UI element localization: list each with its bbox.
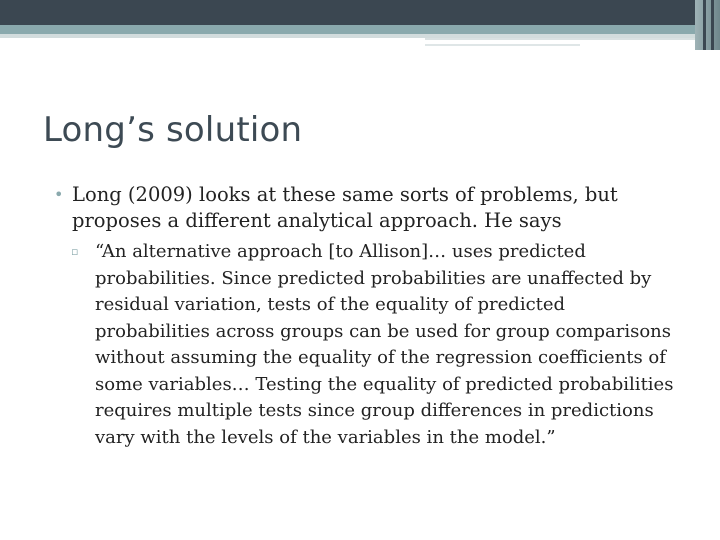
header-banner bbox=[0, 0, 720, 50]
banner-accent-line bbox=[425, 44, 580, 46]
banner-accent-line bbox=[425, 38, 695, 40]
sub-bullet-item bbox=[71, 239, 680, 451]
sub-bullet-quote: “An alternative approach [to Allison]… uses predicted probabilities. Since predicted probabilities are unaffected by residual variation, tests of the equality of predicted probabilities across groups can be used for group comparisons without assuming the equality of the regression coefficients of some variables… Testing the equality of predicted probabilities requires multiple tests since group differences in predictions vary with the levels of the variables in the model.” bbox=[95, 241, 674, 448]
sub-bullet-square-icon: ▫ bbox=[71, 245, 79, 258]
banner-corner-block bbox=[695, 0, 720, 50]
bullet-item bbox=[54, 182, 694, 234]
banner-dark-band bbox=[0, 0, 720, 25]
banner-corner-stripe bbox=[703, 0, 706, 50]
bullet-text: Long (2009) looks at these same sorts of problems, but proposes a different analytical approach. He says bbox=[72, 183, 618, 232]
slide-body bbox=[54, 182, 694, 451]
bullet-dot-icon: • bbox=[54, 185, 64, 204]
banner-corner-stripe bbox=[711, 0, 714, 50]
banner-teal-band bbox=[0, 25, 720, 34]
slide-title: Long’s solution bbox=[43, 110, 303, 150]
